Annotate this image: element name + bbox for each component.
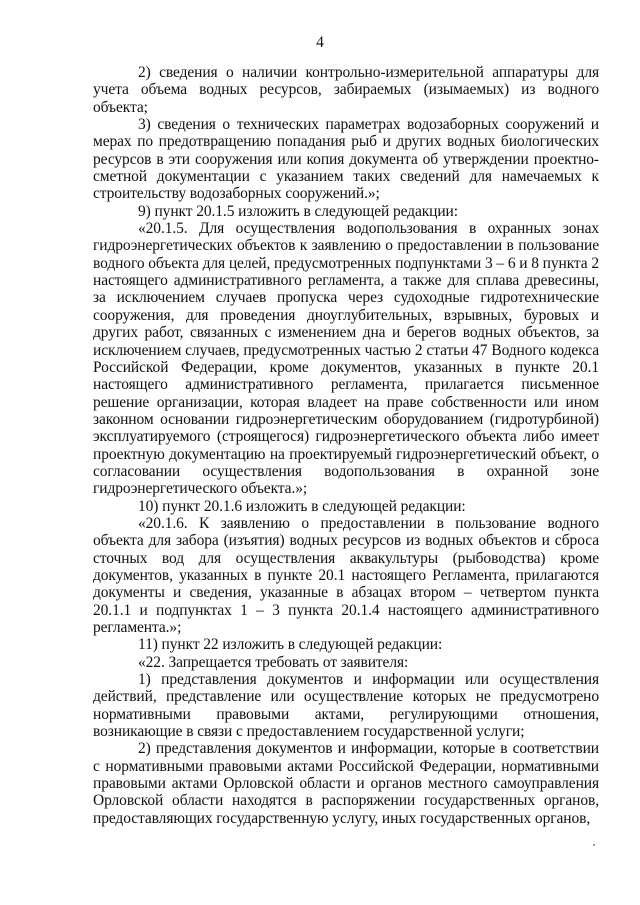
paragraph-clause-22-intro: «22. Запрещается требовать от заявителя: [138,653,409,671]
paragraph-clause-22-item-1: 1) представления документов и информации или осуществления действий, представление или осуществление которых не предусмотрено нормативными правовыми актами, регулирующими отношения, возникающие в связи с предоставлением государственной услуги; [93,671,599,741]
paragraph-clause-20-1-6: «20.1.6. К заявлению о предоставлении в пользование водного объекта для забора (изъятия) водных ресурсов из водных объектов и сброса сточных вод для осуществления аквакультуры (рыбоводства) кроме документов, указанных в пункте 20.1 настоящего Регламента, прилагаются документы и сведения, указанные в абзацах втором – четвертом пункта 20.1.1 и подпунктах 1 – 3 пункта 20.1.4 настоящего административного регламента.»; [93,514,599,636]
paragraph-amendment-11-heading: 11) пункт 22 изложить в следующей редакции: [138,636,443,654]
paragraph-item-3-intake-structures: 3) сведения о технических параметрах водозаборных сооружений и мерах по предотвращению попадания рыб и других водных биологических ресурсов в эти сооружения или копия документа об утверждении проектно-сметной документации с указанием таких сведений для намечаемых к строительству водозаборных сооружений.»; [93,116,599,203]
paragraph-item-2-monitoring: 2) сведения о наличии контрольно-измерительной аппаратуры для учета объема водных ресурсов, забираемых (изымаемых) из водного объекта; [93,64,599,116]
paragraph-amendment-9-heading: 9) пункт 20.1.5 изложить в следующей редакции: [138,202,458,220]
paragraph-amendment-10-heading: 10) пункт 20.1.6 изложить в следующей редакции: [138,497,466,515]
paragraph-clause-20-1-5: «20.1.5. Для осуществления водопользования в охранных зонах гидроэнергетических объектов к заявлению о предоставлении в пользование водного объекта для целей, предусмотренных подпунктами 3 – 6 и 8 пункта 2 настоящего административного регламента, а также для сплава древесины, за исключением случаев пропуска через судоходные гидротехнические сооружения, для проведения дноуглубительных, взрывных, буровых и других работ, связанных с изменением дна и берегов водных объектов, за исключением случаев, предусмотренных частью 2 статьи 47 Водного кодекса Российской Федерации, кроме документов, указанных в пункте 20.1 настоящего административного регламента, прилагается письменное решение организации, которая владеет на праве собственности или ином законном основании гидроэнергетическим оборудованием (гидротурбиной) эксплуатируемого (строящегося) гидроэнергетического объекта либо имеет проектную документацию на проектируемый гидроэнергетический объект, о согласовании осуществления водопользования в охранной зоне гидроэнергетического объекта.»; [93,220,599,498]
document-body [93,64,599,827]
page-number: 4 [316,34,324,51]
scan-speck [593,844,595,846]
paragraph-clause-22-item-2: 2) представления документов и информации, которые в соответствии с нормативными правовыми актами Российской Федерации, нормативными правовыми актами Орловской области и органов местного самоуправления Орловской области находятся в распоряжении государственных органов, предоставляющих государственную услугу, иных государственных органов, [93,740,599,827]
